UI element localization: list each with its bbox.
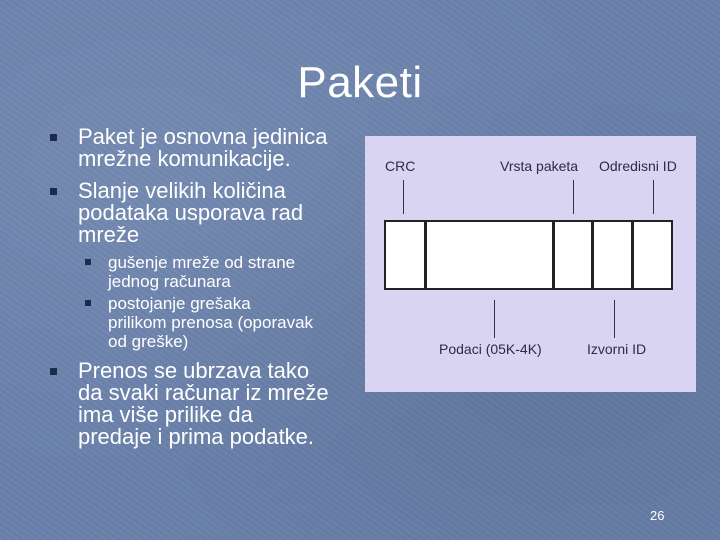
bullet-text: Paket je osnovna jedinica mrežne komunikacije. — [78, 124, 328, 171]
bullet-item — [78, 360, 329, 448]
source-id-field — [553, 220, 593, 290]
bullet-square-icon — [85, 300, 91, 306]
slide-title-text: Paketi — [297, 58, 423, 107]
data-field — [425, 220, 554, 290]
destination-id-label: Odredisni ID — [599, 158, 677, 174]
bullet-square-icon — [50, 134, 57, 141]
data-label: Podaci (05K-4K) — [439, 341, 542, 357]
page-number: 26 — [650, 508, 665, 523]
data-pointer-line — [494, 300, 495, 338]
bullet-square-icon — [85, 259, 91, 265]
bullet-item — [78, 180, 303, 246]
sub-bullet-item — [108, 294, 313, 351]
bullet-text: Prenos se ubrzava tako da svaki računar iz mreže ima više prilike da predaje i prima podatke. — [78, 358, 329, 449]
destination-id-pointer-line — [653, 180, 654, 214]
source-id-label: Izvorni ID — [587, 341, 647, 357]
crc-label: CRC — [385, 158, 416, 174]
bullet-item — [78, 126, 328, 170]
packet-type-label: Vrsta paketa — [500, 158, 579, 174]
destination-id-field — [592, 220, 633, 290]
packet-type-pointer-line — [573, 180, 574, 214]
sub-bullet-text: postojanje grešaka prilikom prenosa (oporavak od greške) — [108, 294, 314, 351]
sub-bullet-text: gušenje mreže od strane jednog računara — [108, 253, 296, 291]
crc-pointer-line — [403, 180, 404, 214]
bullet-square-icon — [50, 188, 57, 195]
crc-field — [384, 220, 426, 290]
packet-type-field — [632, 220, 673, 290]
source-id-pointer-line — [614, 300, 615, 338]
bullet-square-icon — [50, 368, 57, 375]
sub-bullet-item — [108, 253, 295, 291]
bullet-text: Slanje velikih količina podataka usporava rad mreže — [78, 178, 304, 247]
packet-diagram — [365, 136, 696, 392]
